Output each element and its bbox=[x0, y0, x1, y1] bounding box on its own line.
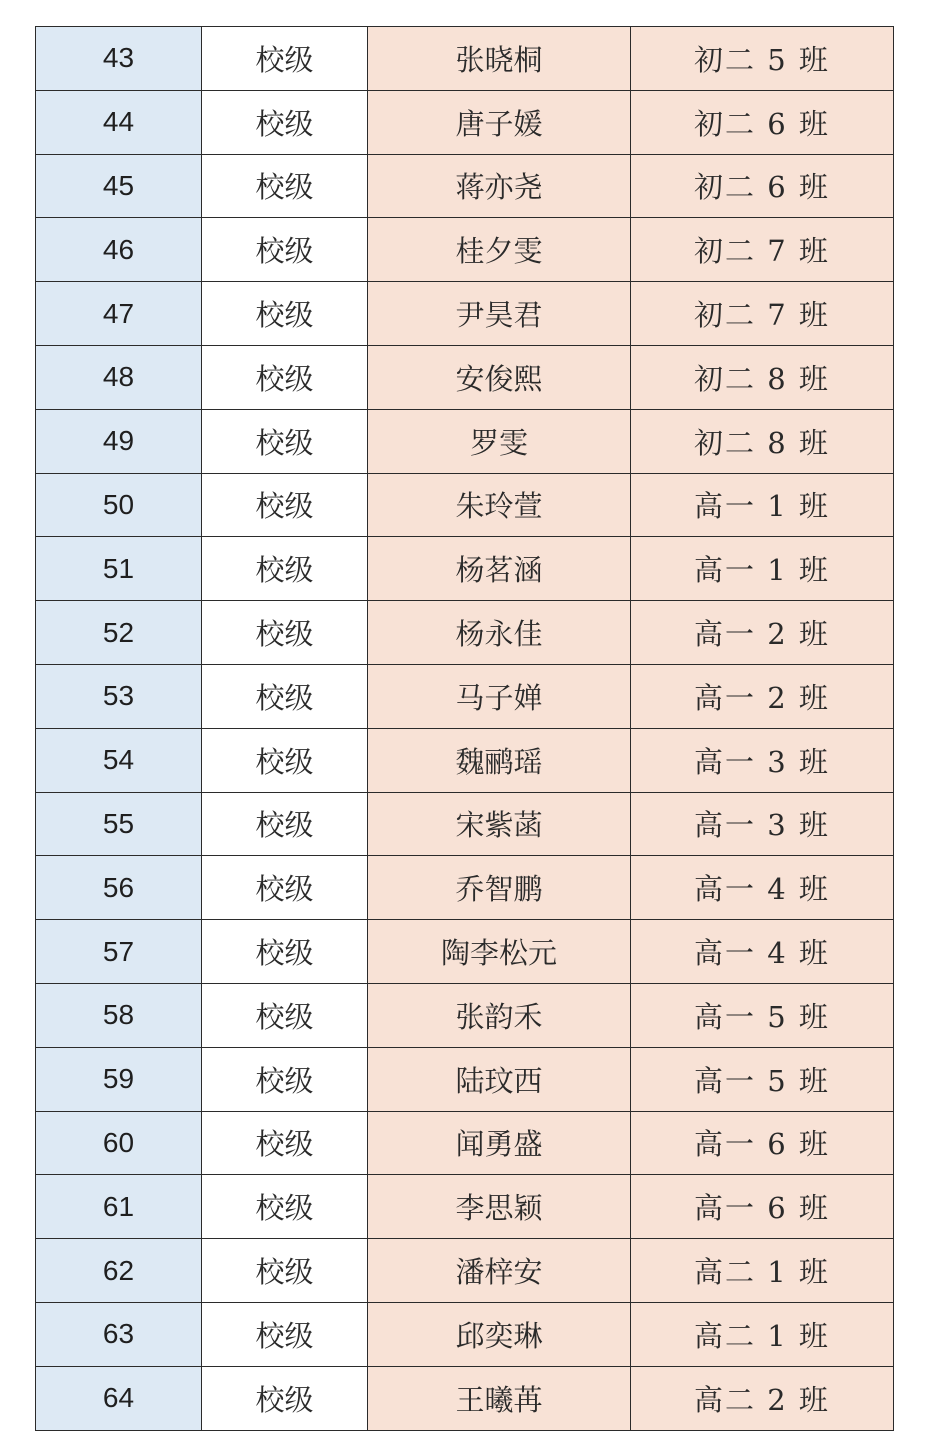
level-cell: 校级 bbox=[202, 984, 368, 1048]
class-cell: 高一 5 班 bbox=[631, 984, 894, 1048]
row-number-cell: 45 bbox=[36, 155, 202, 219]
class-cell: 高一 6 班 bbox=[631, 1175, 894, 1239]
row-number-cell: 63 bbox=[36, 1303, 202, 1367]
row-number-cell: 44 bbox=[36, 91, 202, 155]
table-row bbox=[36, 537, 894, 601]
student-name-cell: 唐子媛 bbox=[368, 91, 631, 155]
student-name-cell: 张韵禾 bbox=[368, 984, 631, 1048]
student-name-cell: 宋紫菡 bbox=[368, 793, 631, 857]
student-name-cell: 魏鹂瑶 bbox=[368, 729, 631, 793]
class-cell: 初二 7 班 bbox=[631, 282, 894, 346]
class-cell: 初二 6 班 bbox=[631, 155, 894, 219]
row-number-cell: 47 bbox=[36, 282, 202, 346]
level-cell: 校级 bbox=[202, 1367, 368, 1431]
table-row bbox=[36, 920, 894, 984]
class-cell: 高二 2 班 bbox=[631, 1367, 894, 1431]
table-row bbox=[36, 1175, 894, 1239]
table-row bbox=[36, 282, 894, 346]
class-cell: 初二 7 班 bbox=[631, 218, 894, 282]
level-cell: 校级 bbox=[202, 537, 368, 601]
level-cell: 校级 bbox=[202, 1239, 368, 1303]
student-name-cell: 李思颖 bbox=[368, 1175, 631, 1239]
level-cell: 校级 bbox=[202, 1048, 368, 1112]
student-name-cell: 杨永佳 bbox=[368, 601, 631, 665]
level-cell: 校级 bbox=[202, 474, 368, 538]
class-cell: 高二 1 班 bbox=[631, 1303, 894, 1367]
table-row bbox=[36, 856, 894, 920]
level-cell: 校级 bbox=[202, 856, 368, 920]
class-cell: 高一 6 班 bbox=[631, 1112, 894, 1176]
table-row bbox=[36, 984, 894, 1048]
level-cell: 校级 bbox=[202, 91, 368, 155]
table-row bbox=[36, 346, 894, 410]
row-number-cell: 61 bbox=[36, 1175, 202, 1239]
table-row bbox=[36, 474, 894, 538]
student-name-cell: 尹昊君 bbox=[368, 282, 631, 346]
level-cell: 校级 bbox=[202, 346, 368, 410]
row-number-cell: 53 bbox=[36, 665, 202, 729]
row-number-cell: 55 bbox=[36, 793, 202, 857]
table-row bbox=[36, 218, 894, 282]
class-cell: 高一 2 班 bbox=[631, 665, 894, 729]
table-row bbox=[36, 601, 894, 665]
class-cell: 高一 3 班 bbox=[631, 793, 894, 857]
student-name-cell: 王曦苒 bbox=[368, 1367, 631, 1431]
table-row bbox=[36, 27, 894, 91]
class-cell: 高一 4 班 bbox=[631, 920, 894, 984]
table-row bbox=[36, 1048, 894, 1112]
table-row bbox=[36, 91, 894, 155]
level-cell: 校级 bbox=[202, 27, 368, 91]
student-name-cell: 陆玟西 bbox=[368, 1048, 631, 1112]
row-number-cell: 50 bbox=[36, 474, 202, 538]
level-cell: 校级 bbox=[202, 793, 368, 857]
table-row bbox=[36, 1367, 894, 1431]
student-name-cell: 马子婵 bbox=[368, 665, 631, 729]
table-row bbox=[36, 1239, 894, 1303]
table-row bbox=[36, 410, 894, 474]
class-cell: 高二 1 班 bbox=[631, 1239, 894, 1303]
table-row bbox=[36, 1303, 894, 1367]
award-table bbox=[35, 26, 894, 1431]
row-number-cell: 54 bbox=[36, 729, 202, 793]
row-number-cell: 59 bbox=[36, 1048, 202, 1112]
table-row bbox=[36, 793, 894, 857]
row-number-cell: 62 bbox=[36, 1239, 202, 1303]
level-cell: 校级 bbox=[202, 410, 368, 474]
level-cell: 校级 bbox=[202, 665, 368, 729]
level-cell: 校级 bbox=[202, 601, 368, 665]
class-cell: 高一 2 班 bbox=[631, 601, 894, 665]
student-name-cell: 张晓桐 bbox=[368, 27, 631, 91]
student-name-cell: 陶李松元 bbox=[368, 920, 631, 984]
table-row bbox=[36, 665, 894, 729]
class-cell: 高一 3 班 bbox=[631, 729, 894, 793]
table-row bbox=[36, 729, 894, 793]
class-cell: 初二 8 班 bbox=[631, 410, 894, 474]
class-cell: 初二 6 班 bbox=[631, 91, 894, 155]
student-name-cell: 朱玲萱 bbox=[368, 474, 631, 538]
row-number-cell: 56 bbox=[36, 856, 202, 920]
student-name-cell: 潘梓安 bbox=[368, 1239, 631, 1303]
row-number-cell: 48 bbox=[36, 346, 202, 410]
row-number-cell: 64 bbox=[36, 1367, 202, 1431]
level-cell: 校级 bbox=[202, 1303, 368, 1367]
student-name-cell: 邱奕琳 bbox=[368, 1303, 631, 1367]
class-cell: 初二 8 班 bbox=[631, 346, 894, 410]
level-cell: 校级 bbox=[202, 920, 368, 984]
level-cell: 校级 bbox=[202, 218, 368, 282]
row-number-cell: 49 bbox=[36, 410, 202, 474]
row-number-cell: 60 bbox=[36, 1112, 202, 1176]
row-number-cell: 51 bbox=[36, 537, 202, 601]
student-name-cell: 蒋亦尧 bbox=[368, 155, 631, 219]
class-cell: 高一 1 班 bbox=[631, 474, 894, 538]
table-body bbox=[36, 27, 894, 1431]
level-cell: 校级 bbox=[202, 155, 368, 219]
row-number-cell: 52 bbox=[36, 601, 202, 665]
class-cell: 高一 4 班 bbox=[631, 856, 894, 920]
class-cell: 高一 5 班 bbox=[631, 1048, 894, 1112]
student-name-cell: 杨茗涵 bbox=[368, 537, 631, 601]
level-cell: 校级 bbox=[202, 729, 368, 793]
table-row bbox=[36, 1112, 894, 1176]
level-cell: 校级 bbox=[202, 282, 368, 346]
student-name-cell: 桂夕雯 bbox=[368, 218, 631, 282]
row-number-cell: 57 bbox=[36, 920, 202, 984]
student-name-cell: 乔智鹏 bbox=[368, 856, 631, 920]
table-row bbox=[36, 155, 894, 219]
level-cell: 校级 bbox=[202, 1175, 368, 1239]
student-name-cell: 闻勇盛 bbox=[368, 1112, 631, 1176]
student-name-cell: 安俊熙 bbox=[368, 346, 631, 410]
class-cell: 高一 1 班 bbox=[631, 537, 894, 601]
row-number-cell: 46 bbox=[36, 218, 202, 282]
class-cell: 初二 5 班 bbox=[631, 27, 894, 91]
row-number-cell: 43 bbox=[36, 27, 202, 91]
level-cell: 校级 bbox=[202, 1112, 368, 1176]
student-name-cell: 罗雯 bbox=[368, 410, 631, 474]
row-number-cell: 58 bbox=[36, 984, 202, 1048]
